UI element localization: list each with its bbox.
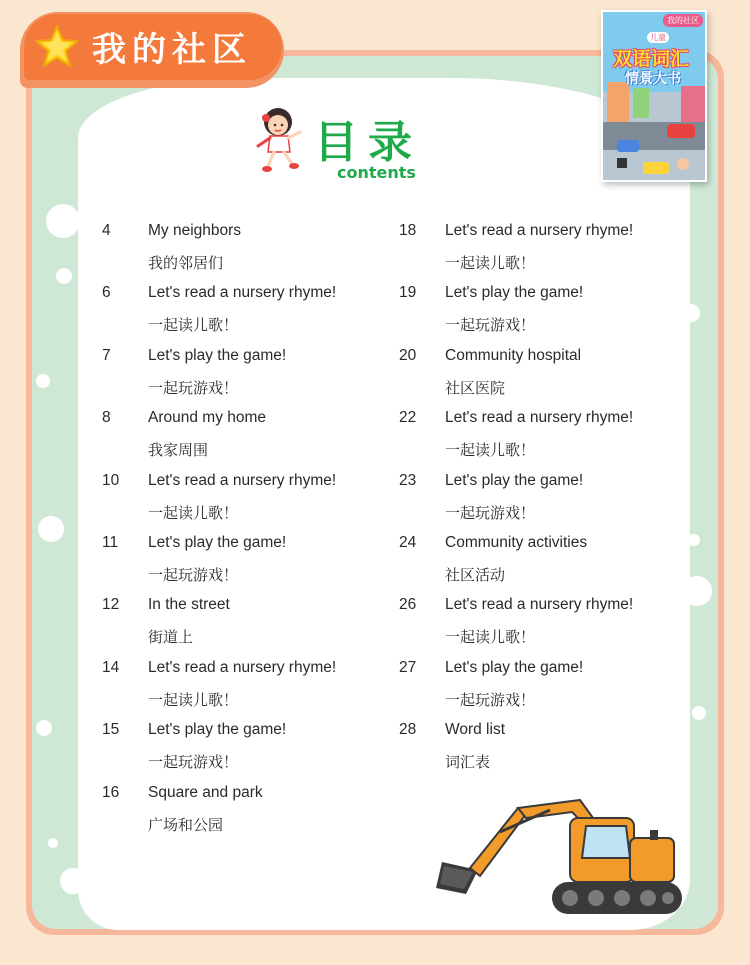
contents-subheading: contents — [337, 163, 416, 182]
toc-title-chinese: 一起读儿歌！ — [148, 316, 239, 335]
toc-page-number: 11 — [102, 533, 119, 551]
toc-page-number: 26 — [399, 596, 417, 614]
excavator-icon — [430, 796, 692, 920]
toc-page-number: 20 — [399, 346, 417, 364]
toc-page-number: 28 — [399, 721, 417, 739]
toc-page-number: 23 — [399, 471, 417, 489]
toc-title-chinese: 一起读儿歌！ — [445, 441, 536, 460]
star-icon — [34, 24, 80, 70]
toc-title-chinese: 街道上 — [148, 628, 194, 647]
toc-title-english: Let's play the game! — [445, 471, 584, 489]
toc-title-english: Let's read a nursery rhyme! — [445, 596, 634, 614]
toc-title-english: Let's play the game! — [148, 346, 287, 364]
toc-title-english: Word list — [445, 721, 506, 739]
toc-title-chinese: 一起玩游戏！ — [445, 316, 536, 335]
decor-dot — [48, 838, 58, 848]
toc-title-chinese: 广场和公园 — [148, 815, 224, 834]
decor-dot — [46, 204, 80, 238]
toc-title-chinese: 社区医院 — [445, 378, 506, 397]
toc-page-number: 19 — [399, 284, 417, 302]
decor-dot — [36, 374, 50, 388]
toc-title-english: Community hospital — [445, 346, 582, 364]
toc-title-chinese: 我家周围 — [148, 441, 209, 460]
toc-title-chinese: 我的邻居们 — [148, 254, 224, 272]
book-series-badge: 我的社区 — [663, 14, 703, 27]
decor-dot — [692, 706, 706, 720]
toc-title-chinese: 一起读儿歌！ — [148, 503, 239, 522]
toc-title-chinese: 词汇表 — [445, 753, 491, 772]
book-cover-thumbnail — [601, 10, 707, 182]
toc-page-number: 8 — [102, 409, 111, 427]
toc-title-chinese: 一起玩游戏！ — [148, 378, 239, 397]
toc-title-english: Let's read a nursery rhyme! — [148, 658, 337, 676]
toc-page-number: 14 — [102, 658, 120, 676]
toc-title-english: Around my home — [148, 409, 267, 427]
book-tag: 儿童 — [647, 32, 669, 43]
toc-page-number: 6 — [102, 284, 111, 302]
toc-title-english: Community activities — [445, 533, 588, 551]
contents-heading: 目录 — [314, 117, 422, 168]
toc-title-chinese: 一起读儿歌！ — [445, 628, 536, 647]
toc-page-number: 15 — [102, 721, 120, 739]
toc-title-english: Let's play the game! — [445, 284, 584, 302]
toc-page-number: 4 — [102, 222, 111, 239]
toc-title-chinese: 一起玩游戏！ — [445, 503, 536, 522]
toc-title-chinese: 一起玩游戏！ — [148, 565, 239, 584]
page-title: 我的社区 — [92, 30, 252, 70]
toc-title-english: Let's read a nursery rhyme! — [148, 471, 337, 489]
decor-dot — [36, 720, 52, 736]
toc-title-english: Square and park — [148, 783, 263, 801]
decor-dot — [56, 268, 72, 284]
toc-page-number: 10 — [102, 471, 120, 489]
girl-mascot-icon — [256, 106, 308, 176]
toc-title-english: Let's play the game! — [148, 533, 287, 551]
toc-title-english: In the street — [148, 596, 230, 614]
toc-title-chinese: 一起读儿歌！ — [445, 254, 536, 272]
toc-page-number: 27 — [399, 658, 417, 676]
toc-title-chinese: 社区活动 — [445, 565, 506, 584]
toc-title-chinese: 一起玩游戏！ — [445, 690, 536, 709]
toc-title-english: Let's read a nursery rhyme! — [445, 409, 634, 427]
toc-title-chinese: 一起读儿歌！ — [148, 690, 239, 709]
book-title-line2: 情景大书 — [625, 71, 681, 87]
toc-page-number: 16 — [102, 783, 120, 801]
toc-title-english: Let's read a nursery rhyme! — [148, 284, 337, 302]
toc-page-number: 18 — [399, 222, 417, 239]
toc-title-english: Let's play the game! — [148, 721, 287, 739]
decor-dot — [38, 516, 64, 542]
toc-page-number: 22 — [399, 409, 417, 427]
toc-title-english: Let's play the game! — [445, 658, 584, 676]
toc-page-number: 24 — [399, 533, 417, 551]
toc-title-english: Let's read a nursery rhyme! — [445, 222, 634, 239]
toc-title-chinese: 一起玩游戏！ — [148, 753, 239, 772]
toc-page-number: 12 — [102, 596, 120, 614]
book-title-line1: 双语词汇 — [613, 48, 690, 70]
toc-page-number: 7 — [102, 346, 111, 364]
toc-title-english: My neighbors — [148, 222, 242, 239]
